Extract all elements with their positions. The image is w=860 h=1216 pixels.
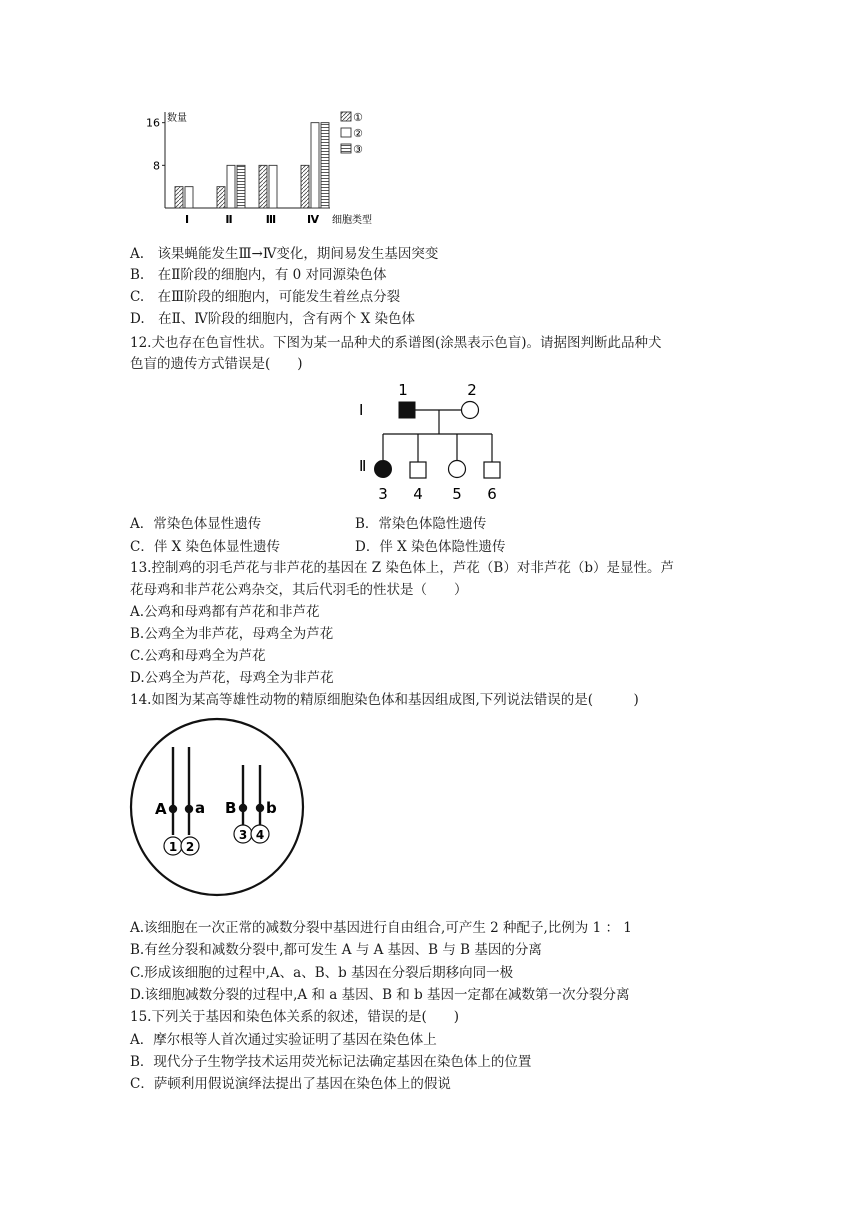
generation-label-2: Ⅱ (359, 457, 367, 475)
pedigree-label-4: 4 (413, 485, 423, 503)
chromosome-label-3: 3 (238, 828, 248, 842)
q14-option-c: C.形成该细胞的过程中,A、a、B、b 基因在分裂后期移向同一极 (130, 965, 514, 981)
gene-label-A: A (155, 800, 167, 818)
x-tick-label: Ⅱ (225, 213, 233, 226)
pedigree-label-3: 3 (378, 485, 388, 503)
y-tick-label: 8 (153, 159, 160, 173)
q13-stem-line2: 花母鸡和非芦花公鸡杂交，其后代羽毛的性状是（ ） (130, 582, 468, 598)
q12-option-c: C．伴 X 染色体显性遗传 (130, 539, 281, 555)
legend-label: ③ (353, 143, 363, 156)
gene-label-a: a (195, 799, 206, 817)
q14-option-d: D.该细胞减数分裂的过程中,A 和 a 基因、B 和 b 基因一定都在减数第一次分裂分离 (130, 987, 630, 1003)
q12-stem-line2: 色盲的遗传方式错误是( ) (130, 356, 303, 372)
q12-stem-line1: 12.犬也存在色盲性状。下图为某一品种犬的系谱图(涂黑表示色盲)。请据图判断此品种犬 (130, 335, 662, 351)
x-tick-label: Ⅳ (306, 213, 320, 226)
individual-3-affected-female (375, 461, 392, 478)
cell-chromosome-diagram (128, 715, 318, 905)
chromosome-label-1: 1 (168, 840, 178, 854)
individual-5-female (449, 461, 466, 478)
legend-swatch (341, 112, 351, 121)
individual-6-male (484, 462, 500, 478)
q15-option-c: C．萨顿利用假说演绎法提出了基因在染色体上的假说 (130, 1076, 451, 1092)
bar (269, 165, 277, 208)
q12-option-b: B．常染色体隐性遗传 (355, 516, 487, 532)
pedigree-label-2: 2 (467, 381, 477, 399)
individual-2-female (462, 402, 479, 419)
q15-option-a: A．摩尔根等人首次通过实验证明了基因在染色体上 (130, 1032, 437, 1048)
q14-stem: 14.如图为某高等雄性动物的精原细胞染色体和基因组成图,下列说法错误的是( ) (130, 692, 639, 708)
y-axis-label: 数量 (167, 113, 187, 124)
y-tick-label: 16 (146, 116, 160, 130)
q14-option-a: A.该细胞在一次正常的减数分裂中基因进行自由组合,可产生 2 种配子,比例为 1 ： 1 (130, 920, 632, 936)
bar (185, 187, 193, 208)
q11-option-d: D. 在Ⅱ、Ⅳ阶段的细胞内，含有两个 X 染色体 (130, 311, 415, 327)
x-axis-label: 细胞类型 (332, 215, 372, 226)
x-tick-label: Ⅰ (184, 213, 190, 226)
legend-swatch (341, 144, 351, 153)
pedigree-diagram (355, 378, 525, 503)
q15-option-b: B．现代分子生物学技术运用荧光标记法确定基因在染色体上的位置 (130, 1054, 532, 1070)
q14-option-b: B.有丝分裂和减数分裂中,都可发生 A 与 A 基因、B 与 B 基因的分离 (130, 942, 542, 958)
q13-option-c: C.公鸡和母鸡全为芦花 (130, 648, 266, 664)
pedigree-label-1: 1 (398, 381, 408, 399)
bar (237, 165, 245, 208)
q11-option-b: B. 在Ⅱ阶段的细胞内，有 0 对同源染色体 (130, 267, 387, 283)
bar (301, 165, 309, 208)
pedigree-label-6: 6 (487, 485, 497, 503)
bar-chart (135, 108, 395, 233)
chromosome-label-4: 4 (255, 828, 265, 842)
q13-option-b: B.公鸡全为非芦花，母鸡全为芦花 (130, 626, 334, 642)
q13-stem-line1: 13.控制鸡的羽毛芦花与非芦花的基因在 Z 染色体上，芦花（B）对非芦花（b）是显性。芦 (130, 560, 674, 576)
individual-1-affected-male (399, 402, 415, 418)
bar (311, 123, 319, 208)
q13-option-a: A.公鸡和母鸡都有芦花和非芦花 (130, 604, 320, 620)
legend-label: ② (353, 127, 363, 140)
pedigree-label-5: 5 (452, 485, 462, 503)
q12-option-d: D．伴 X 染色体隐性遗传 (355, 539, 506, 555)
bar (321, 123, 329, 208)
q11-option-a: A. 该果蝇能发生Ⅲ→Ⅳ变化，期间易发生基因突变 (130, 246, 439, 262)
individual-4-male (410, 462, 426, 478)
q15-stem: 15.下列关于基因和染色体关系的叙述，错误的是( ) (130, 1009, 460, 1025)
bar (259, 165, 267, 208)
q12-option-a: A．常染色体显性遗传 (130, 516, 262, 532)
legend-swatch (341, 128, 351, 137)
bar (175, 187, 183, 208)
legend-label: ① (353, 111, 363, 124)
x-tick-label: Ⅲ (265, 213, 277, 226)
gene-label-B: B (225, 799, 237, 817)
chromosome-label-2: 2 (185, 840, 195, 854)
q13-option-d: D.公鸡全为芦花，母鸡全为非芦花 (130, 670, 334, 686)
bar (217, 187, 225, 208)
generation-label-1: Ⅰ (359, 401, 364, 419)
gene-label-b: b (266, 799, 277, 817)
bar (227, 165, 235, 208)
q11-option-c: C. 在Ⅲ阶段的细胞内，可能发生着丝点分裂 (130, 289, 401, 305)
